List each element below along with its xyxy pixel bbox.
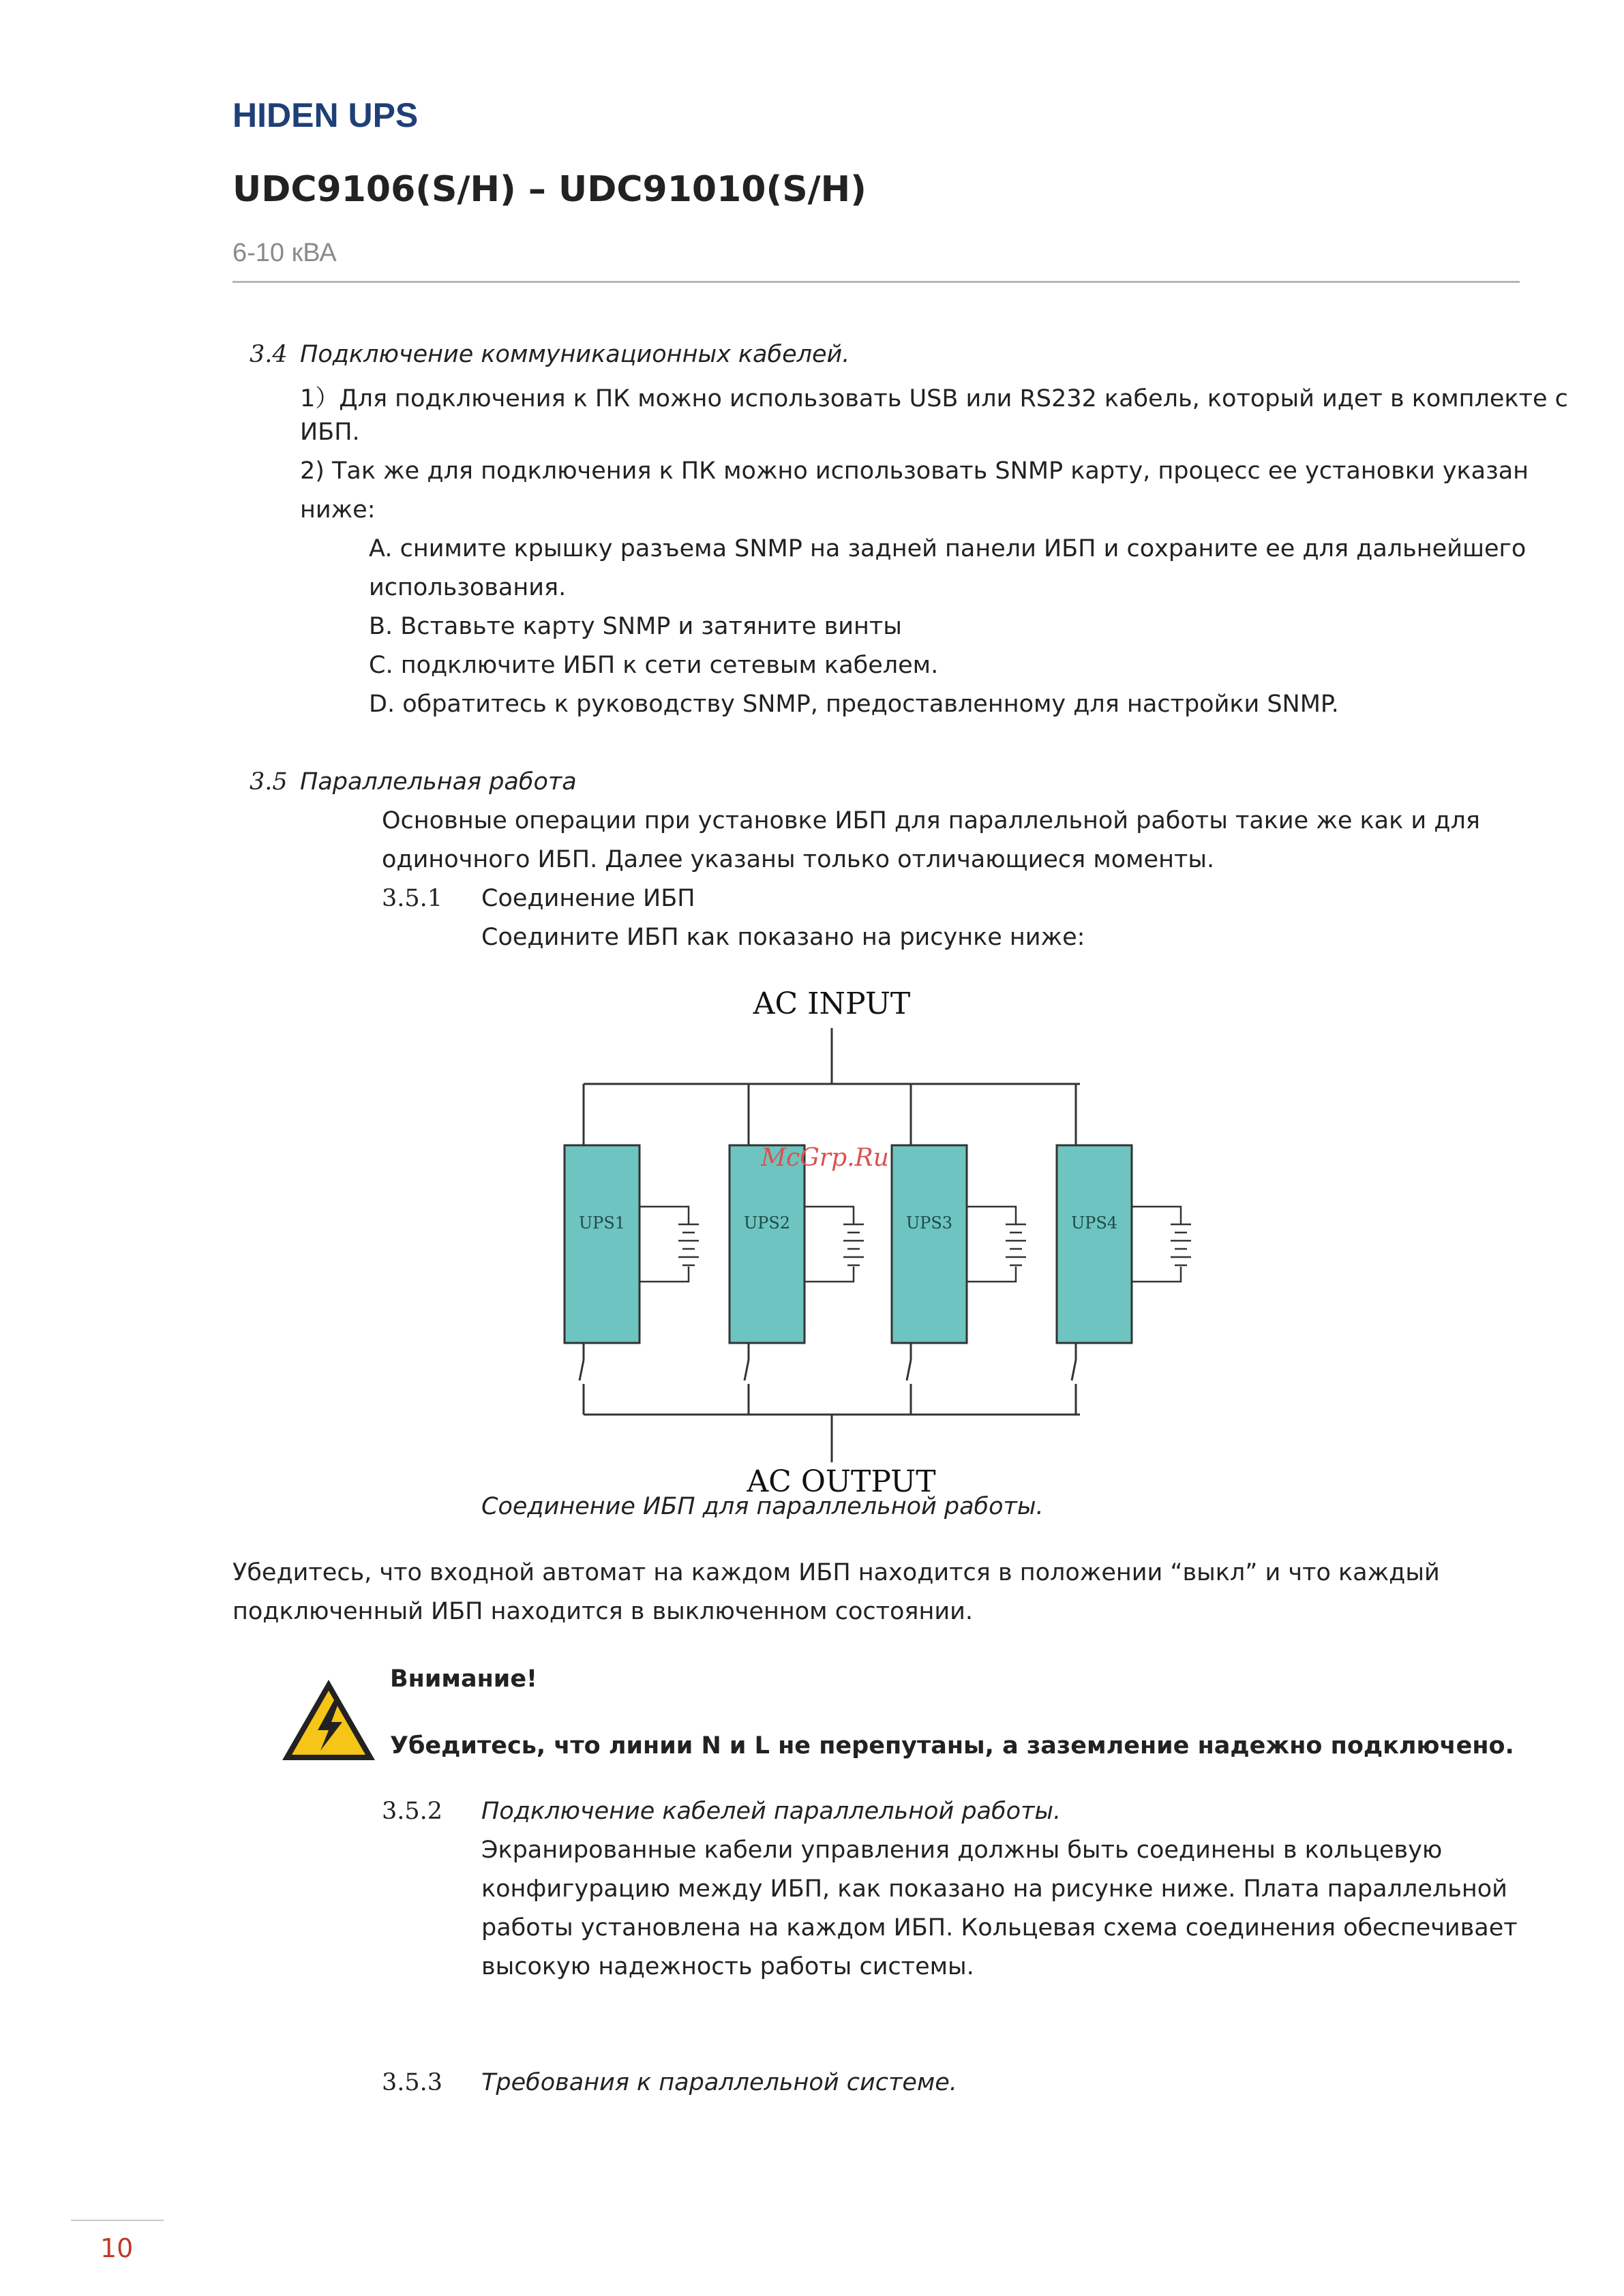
- battery-wire-bottom: [805, 1267, 854, 1282]
- item1-line2: ИБП.: [300, 419, 360, 446]
- high-voltage-warning-icon: [280, 1677, 378, 1764]
- section-3-5-2-line4: высокую надежность работы системы.: [481, 1953, 974, 1980]
- section-3-4-title: Подключение коммуникационных кабелей.: [300, 341, 850, 368]
- section-3-5-title: Параллельная работа: [300, 768, 577, 796]
- section-3-5-1-number: 3.5.1: [382, 885, 443, 912]
- section-3-5-2-number: 3.5.2: [382, 1798, 443, 1825]
- ups-box: [892, 1145, 967, 1343]
- section-3-5-2-line2: конфигурацию между ИБП, как показано на рисунке ниже. Плата параллельной: [481, 1875, 1507, 1903]
- section-3-5-number: 3.5: [250, 768, 288, 796]
- ups-units: [565, 1084, 1191, 1415]
- section-3-5-2-line1: Экранированные кабели управления должны быть соединены в кольцевую: [481, 1837, 1443, 1864]
- battery-wire-top: [805, 1207, 854, 1224]
- section-3-5-2-line3: работы установлена на каждом ИБП. Кольцевая схема соединения обеспечивает: [481, 1914, 1518, 1942]
- item1-line1: 1）Для подключения к ПК можно использовать USB или RS232 кабель, который идет в комплекте с: [300, 385, 1568, 412]
- section-3-5-2-title: Подключение кабелей параллельной работы.: [481, 1798, 1062, 1825]
- battery-wire-top: [640, 1207, 689, 1224]
- output-switch: [745, 1360, 749, 1380]
- ups-box: [1057, 1145, 1132, 1343]
- watermark-text: McGrp.Ru: [761, 1144, 889, 1172]
- section-3-5-1-title: Соединение ИБП: [481, 885, 695, 912]
- step-b: B. Вставьте карту SNMP и затяните винты: [369, 613, 902, 640]
- ups-box: [565, 1145, 640, 1343]
- output-switch: [907, 1360, 911, 1380]
- battery-wire-bottom: [1132, 1267, 1181, 1282]
- ups-label: UPS2: [743, 1213, 791, 1233]
- battery-wire-bottom: [967, 1267, 1016, 1282]
- battery-wire-top: [967, 1207, 1016, 1224]
- note-line1: Убедитесь, что входной автомат на каждом ИБП находится в положении “выкл” и что каждый: [232, 1559, 1440, 1586]
- section-3-5-3-title: Требования к параллельной системе.: [481, 2069, 957, 2096]
- output-switch: [580, 1360, 584, 1380]
- model-title: UDC9106(S/H) – UDC91010(S/H): [232, 169, 867, 210]
- header-divider: [232, 281, 1520, 283]
- ups-box: [730, 1145, 805, 1343]
- ac-input-label: AC INPUT: [753, 986, 911, 1021]
- footer-divider: [71, 2220, 164, 2221]
- ac-output-label: AC OUTPUT: [747, 1464, 936, 1499]
- section-3-5-intro-line2: одиночного ИБП. Далее указаны только отличающиеся моменты.: [382, 846, 1215, 873]
- ups-label: UPS3: [905, 1213, 953, 1233]
- section-3-5-1-text: Соедините ИБП как показано на рисунке ниже:: [481, 924, 1085, 951]
- section-3-5-3-number: 3.5.3: [382, 2069, 443, 2096]
- warning-title: Внимание!: [390, 1665, 538, 1693]
- ups-label: UPS1: [578, 1213, 626, 1233]
- parallel-ups-diagram: [532, 982, 1200, 1500]
- warning-text: Убедитесь, что линии N и L не перепутаны, а заземление надежно подключено.: [390, 1732, 1514, 1759]
- section-3-4-number: 3.4: [250, 341, 288, 368]
- step-c: C. подключите ИБП к сети сетевым кабелем.: [369, 652, 939, 679]
- battery-wire-bottom: [640, 1267, 689, 1282]
- note-line2: подключенный ИБП находится в выключенном состоянии.: [232, 1598, 973, 1625]
- page-number: 10: [100, 2233, 134, 2263]
- output-switch: [1072, 1360, 1076, 1380]
- item2-line1: 2) Так же для подключения к ПК можно использовать SNMP карту, процесс ее установки указан: [300, 457, 1529, 485]
- power-range: 6-10 кВА: [232, 239, 337, 267]
- brand-title: HIDEN UPS: [232, 96, 419, 134]
- step-a-line2: использования.: [369, 574, 567, 601]
- step-a-line1: A. снимите крышку разъема SNMP на задней панели ИБП и сохраните ее для дальнейшего: [369, 535, 1527, 562]
- battery-wire-top: [1132, 1207, 1181, 1224]
- ups-label: UPS4: [1070, 1213, 1118, 1233]
- step-d: D. обратитесь к руководству SNMP, предоставленному для настройки SNMP.: [369, 691, 1339, 718]
- diagram-caption: Соединение ИБП для параллельной работы.: [481, 1493, 1044, 1520]
- section-3-5-intro-line1: Основные операции при установке ИБП для параллельной работы такие же как и для: [382, 807, 1480, 834]
- item2-line2: ниже:: [300, 496, 376, 524]
